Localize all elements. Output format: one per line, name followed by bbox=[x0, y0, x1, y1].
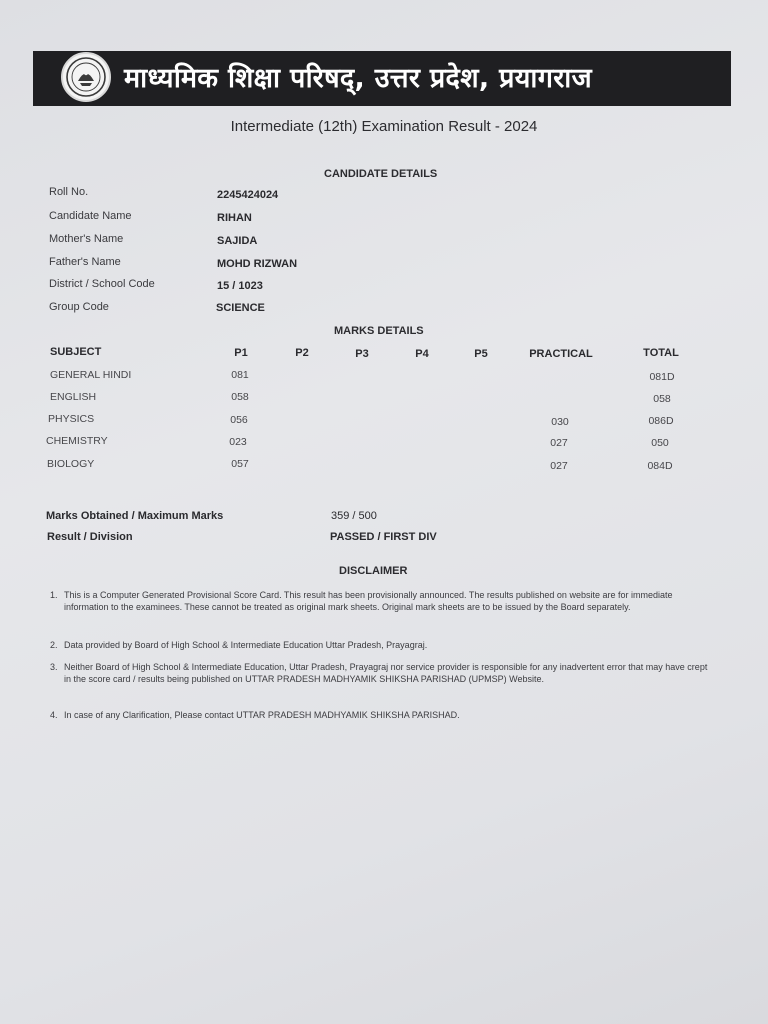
row-subject: ENGLISH bbox=[50, 391, 97, 403]
disclaimer-text: Neither Board of High School & Intermediate Education, Uttar Pradesh, Prayagraj nor service provider is responsible for any inadvertent error that may have crept in the score card / results being published on UTTAR PRADESH MADHYAMIK SHIKSHA PARISHAD (UPMSP) Website. bbox=[64, 662, 708, 684]
candidate-name-label: Candidate Name bbox=[49, 210, 132, 222]
district-school-code-value: 15 / 1023 bbox=[217, 280, 263, 292]
disclaimer-number: 2. bbox=[50, 640, 58, 650]
disclaimer-text: Data provided by Board of High School & Intermediate Education Uttar Pradesh, Prayagraj. bbox=[64, 640, 428, 650]
row-total: 050 bbox=[651, 437, 669, 449]
up-government-seal-icon bbox=[61, 52, 111, 102]
col-p2: P2 bbox=[295, 347, 309, 359]
row-p1: 023 bbox=[229, 436, 247, 448]
marks-details-heading: MARKS DETAILS bbox=[334, 325, 424, 337]
row-practical: 027 bbox=[550, 437, 568, 449]
disclaimer-number: 4. bbox=[50, 710, 58, 720]
group-code-label: Group Code bbox=[49, 301, 109, 313]
disclaimer-item bbox=[50, 590, 712, 626]
district-school-code-label: District / School Code bbox=[49, 278, 155, 290]
row-p1: 058 bbox=[231, 391, 249, 403]
col-p4: P4 bbox=[415, 348, 429, 360]
row-subject: CHEMISTRY bbox=[46, 435, 108, 447]
col-p5: P5 bbox=[474, 348, 488, 360]
row-p1: 081 bbox=[231, 369, 249, 381]
col-p3: P3 bbox=[355, 348, 369, 360]
disclaimer-item bbox=[50, 640, 712, 654]
marks-obtained-value: 359 / 500 bbox=[331, 510, 377, 522]
result-division-label: Result / Division bbox=[47, 531, 133, 543]
row-p1: 056 bbox=[230, 414, 248, 426]
roll-no-value: 2245424024 bbox=[217, 189, 279, 201]
candidate-name-value: RIHAN bbox=[217, 212, 252, 224]
disclaimer-text: In case of any Clarification, Please contact UTTAR PRADESH MADHYAMIK SHIKSHA PARISHAD. bbox=[64, 710, 460, 720]
board-name-hindi: माध्यमिक शिक्षा परिषद्, उत्तर प्रदेश, प्रयागराज bbox=[124, 63, 592, 94]
group-code-value: SCIENCE bbox=[216, 302, 265, 314]
row-total: 086D bbox=[648, 415, 674, 427]
row-practical: 030 bbox=[551, 416, 569, 428]
mothers-name-label: Mother's Name bbox=[49, 233, 124, 245]
row-total: 081D bbox=[649, 371, 675, 383]
disclaimer-number: 1. bbox=[50, 590, 58, 600]
disclaimer-item bbox=[50, 710, 712, 724]
col-p1: P1 bbox=[234, 347, 248, 359]
disclaimer-number: 3. bbox=[50, 662, 58, 672]
col-total: TOTAL bbox=[643, 347, 679, 359]
row-subject: PHYSICS bbox=[48, 413, 95, 425]
row-subject: BIOLOGY bbox=[47, 458, 95, 470]
exam-title: Intermediate (12th) Examination Result - 2024 bbox=[230, 118, 538, 135]
result-division-value: PASSED / FIRST DIV bbox=[330, 531, 437, 543]
candidate-details-heading: CANDIDATE DETAILS bbox=[324, 168, 438, 180]
row-p1: 057 bbox=[231, 458, 249, 470]
seal-graphic bbox=[65, 56, 107, 98]
fathers-name-value: MOHD RIZWAN bbox=[217, 258, 298, 270]
disclaimer-item bbox=[50, 662, 712, 698]
fathers-name-label: Father's Name bbox=[49, 256, 121, 268]
row-total: 084D bbox=[647, 460, 673, 472]
disclaimer-heading: DISCLAIMER bbox=[339, 565, 408, 577]
roll-no-label: Roll No. bbox=[49, 186, 89, 198]
col-subject: SUBJECT bbox=[50, 346, 102, 358]
marks-obtained-label: Marks Obtained / Maximum Marks bbox=[46, 510, 224, 522]
mothers-name-value: SAJIDA bbox=[217, 235, 258, 247]
row-subject: GENERAL HINDI bbox=[50, 369, 132, 381]
col-practical: PRACTICAL bbox=[529, 348, 593, 360]
disclaimer-text: This is a Computer Generated Provisional Score Card. This result has been provisionally announced. The results published on website are for immediate information to the examinees. These cannot be treated as original mark sheets. Original mark sheets are to be issued by the Board separately. bbox=[64, 590, 673, 612]
row-total: 058 bbox=[653, 393, 671, 405]
row-practical: 027 bbox=[550, 460, 568, 472]
